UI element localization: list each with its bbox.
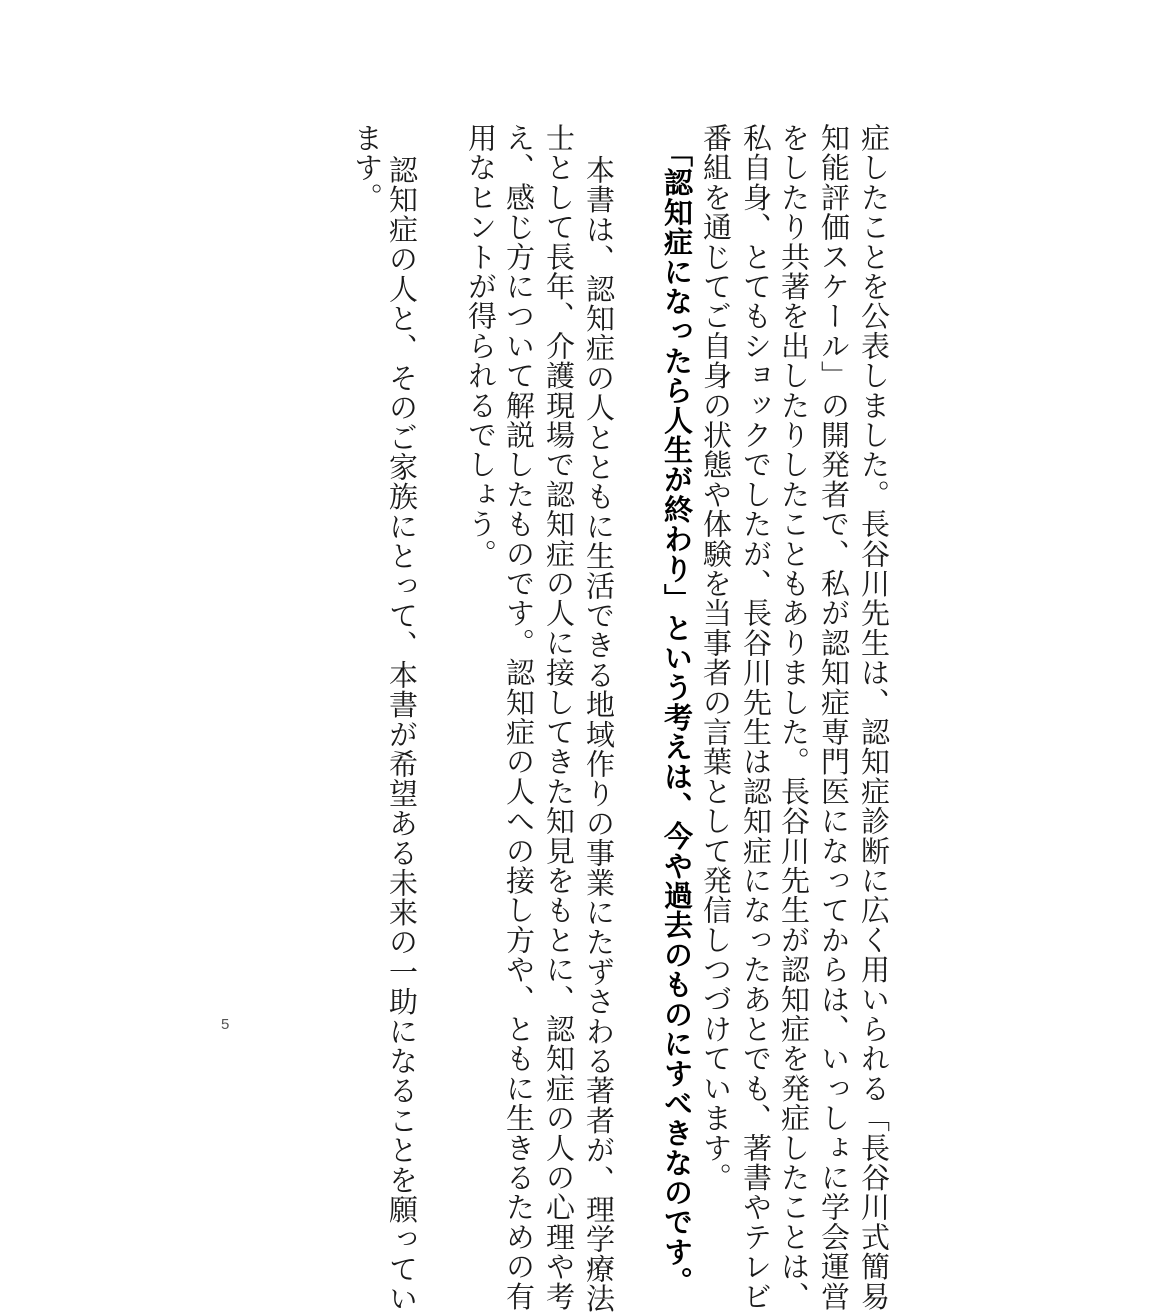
paragraph-2-line-2: 士として長年、介護現場で認知症の人に接してきた知見をもとに、認知症の人の心理や考 bbox=[542, 123, 576, 1311]
paragraph-2-line-3: え、感じ方について解説したものです。認知症の人への接し方や、ともに生きるための有 bbox=[502, 123, 536, 1311]
paragraph-2-line-1: 本書は、認知症の人とともに生活できる地域作りの事業にたずさわる著者が、理学療法 bbox=[582, 155, 616, 1313]
page-number: 5 bbox=[221, 1016, 230, 1033]
text-line-4: 私自身、とてもショックでしたが、長谷川先生は認知症になったあとでも、著書やテレビ bbox=[739, 123, 773, 1311]
text-line-5: 番組を通じてご自身の状態や体験を当事者の言葉として発信しつづけています。 bbox=[699, 123, 733, 1193]
text-line-3: をしたり共著を出したりしたこともありました。長谷川先生が認知症を発症したことは、 bbox=[777, 123, 811, 1311]
paragraph-2-line-4: 用なヒントが得られるでしょう。 bbox=[464, 123, 498, 569]
text-line-1: 症したことを公表しました。長谷川先生は、認知症診断に広く用いられる「長谷川式簡易 bbox=[857, 123, 891, 1311]
paragraph-3-line-2: ます。 bbox=[350, 123, 384, 213]
emphasis-line: 「認知症になったら人生が終わり」という考えは、今や過去のものにすべきなのです。 bbox=[660, 138, 694, 1297]
paragraph-3-line-1: 認知症の人と、そのご家族にとって、本書が希望ある未来の一助になることを願ってい bbox=[385, 155, 419, 1313]
text-line-2: 知能評価スケール」の開発者で、私が認知症専門医になってからは、いっしょに学会運営 bbox=[817, 123, 851, 1311]
